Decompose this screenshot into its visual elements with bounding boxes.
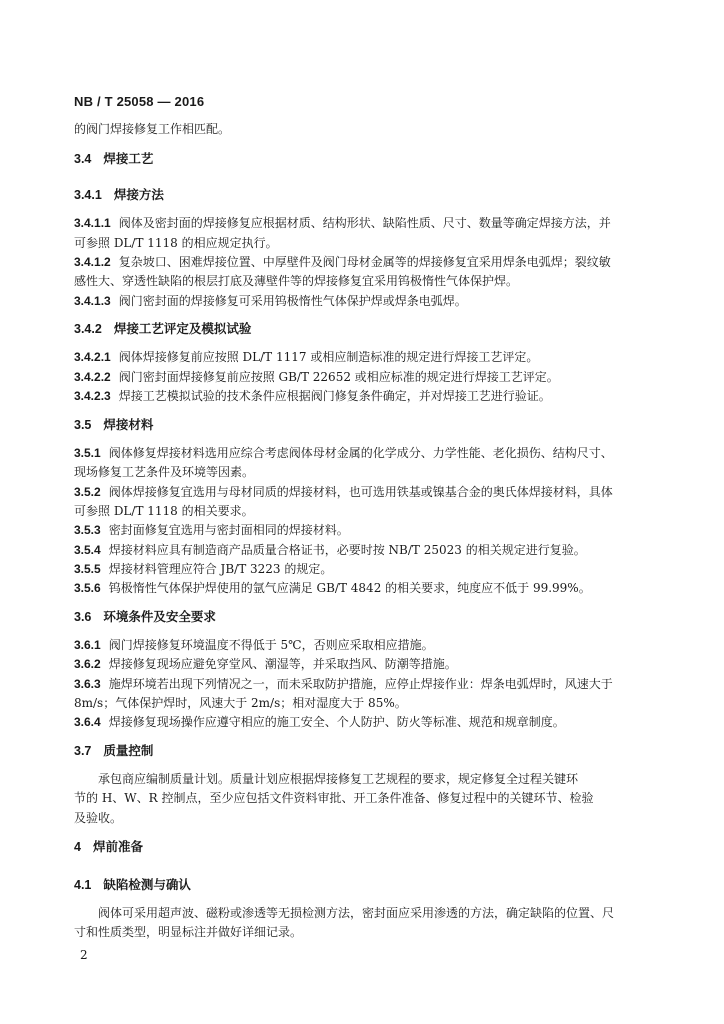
section-heading: 3.4 焊接工艺 [74, 152, 154, 166]
clause-line: 3.5.1 阀体修复焊接材料选用应综合考虑阀体母材金属的化学成分、力学性能、老化损伤、结构尺寸、 [74, 446, 613, 460]
clause-line: 3.4.1.3 阀门密封面的焊接修复可采用钨极惰性气体保护焊或焊条电弧焊。 [74, 294, 467, 308]
clause-line: 3.4.1.2 复杂坡口、困难焊接位置、中厚壁件及阀门母材金属等的焊接修复宜采用焊条电弧焊；裂纹敏 [74, 255, 611, 269]
clause-line: 感性大、穿透性缺陷的根层打底及薄壁件等的焊接修复宜采用钨极惰性气体保护焊。 [74, 274, 519, 288]
paragraph-line: 及验收。 [74, 811, 123, 825]
clause-line: 3.5.4 焊接材料应具有制造商产品质量合格证书，必要时按 NB/T 25023 的相关规定进行复验。 [74, 543, 586, 557]
clause-line: 3.5.6 钨极惰性气体保护焊使用的氩气应满足 GB/T 4842 的相关要求，纯度应不低于 99.99%。 [74, 581, 591, 595]
standard-code-header: NB / T 25058 — 2016 [74, 94, 205, 109]
section-heading: 3.6 环境条件及安全要求 [74, 610, 216, 624]
clause-line: 3.4.1.1 阀体及密封面的焊接修复应根据材质、结构形状、缺陷性质、尺寸、数量等确定焊接方法，并 [74, 216, 611, 230]
paragraph-line: 承包商应编制质量计划。质量计划应根据焊接修复工艺规程的要求，规定修复全过程关键环 [98, 772, 579, 786]
clause-line: 8m/s；气体保护焊时，风速大于 2m/s；相对湿度大于 85%。 [74, 696, 407, 710]
clause-line: 可参照 DL/T 1118 的相应规定执行。 [74, 236, 278, 250]
subsection-heading: 3.4.2 焊接工艺评定及模拟试验 [74, 322, 252, 336]
clause-line: 3.5.2 阀体焊接修复宜选用与母材同质的焊接材料，也可选用铁基或镍基合金的奥氏体焊接材料，具体 [74, 485, 613, 499]
clause-line: 3.6.4 焊接修复现场操作应遵守相应的施工安全、个人防护、防火等标准、规范和规章制度。 [74, 715, 565, 729]
paragraph-line: 寸和性质类型，明显标注并做好详细记录。 [74, 925, 303, 939]
section-heading: 4.1 缺陷检测与确认 [74, 878, 191, 892]
clause-line: 3.6.1 阀门焊接修复环境温度不得低于 5℃，否则应采取相应措施。 [74, 638, 434, 652]
section-heading: 3.7 质量控制 [74, 744, 154, 758]
clause-line: 3.6.3 施焊环境若出现下列情况之一，而未采取防护措施，应停止焊接作业：焊条电弧焊时，风速大于 [74, 677, 613, 691]
clause-line: 3.5.3 密封面修复宜选用与密封面相同的焊接材料。 [74, 523, 349, 537]
clause-line: 现场修复工艺条件及环境等因素。 [74, 465, 255, 479]
clause-line: 可参照 DL/T 1118 的相关要求。 [74, 504, 254, 518]
clause-line: 3.4.2.2 阀门密封面焊接修复前应按照 GB/T 22652 或相应标准的规定进行焊接工艺评定。 [74, 370, 559, 384]
page-number: 2 [80, 948, 88, 962]
clause-line: 3.5.5 焊接材料管理应符合 JB/T 3223 的规定。 [74, 562, 333, 576]
section-heading: 3.5 焊接材料 [74, 418, 154, 432]
paragraph-line: 节的 H、W、R 控制点，至少应包括文件资料审批、开工条件准备、修复过程中的关键环节、检验 [74, 791, 594, 805]
paragraph-line: 阀体可采用超声波、磁粉或渗透等无损检测方法，密封面应采用渗透的方法，确定缺陷的位置、尺 [98, 906, 615, 920]
chapter-heading: 4 焊前准备 [74, 840, 143, 854]
clause-line: 3.4.2.1 阀体焊接修复前应按照 DL/T 1117 或相应制造标准的规定进行焊接工艺评定。 [74, 350, 539, 364]
body-line: 的阀门焊接修复工作相匹配。 [74, 122, 231, 136]
clause-line: 3.4.2.3 焊接工艺模拟试验的技术条件应根据阀门修复条件确定，并对焊接工艺进行验证。 [74, 389, 551, 403]
subsection-heading: 3.4.1 焊接方法 [74, 188, 164, 202]
clause-line: 3.6.2 焊接修复现场应避免穿堂风、潮湿等，并采取挡风、防潮等措施。 [74, 657, 457, 671]
